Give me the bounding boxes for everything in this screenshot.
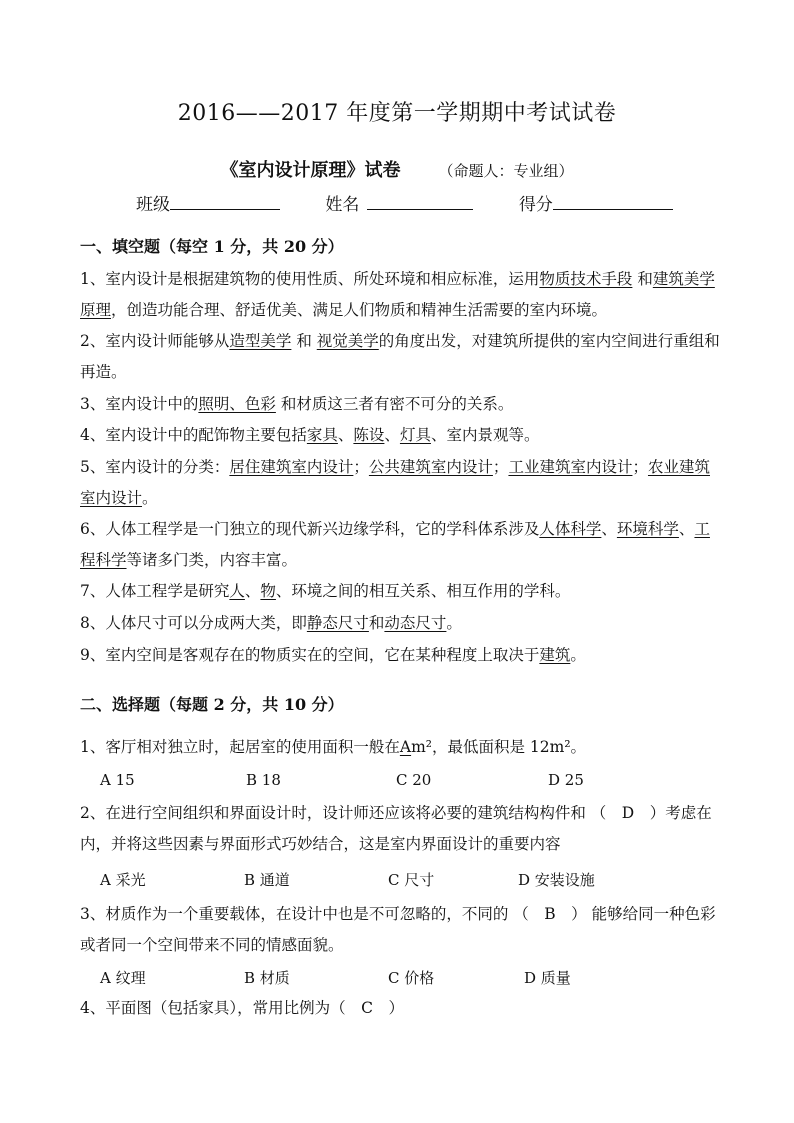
answer-blank: 动态尺寸 <box>384 614 447 632</box>
answer-blank: 建筑美学原理 <box>80 270 715 319</box>
answer-blank: 视觉美学 <box>316 332 379 350</box>
fill-question-5: 5、室内设计的分类：居住建筑室内设计；公共建筑室内设计；工业建筑室内设计；农业建筑室内设计。 <box>80 458 710 507</box>
score-label: 得分 <box>518 195 553 215</box>
option: C 尺寸 <box>388 871 435 889</box>
class-label: 班级 <box>136 195 170 215</box>
score-blank[interactable] <box>553 193 673 210</box>
choice-question-2: 2、在进行空间组织和界面设计时，设计师还应该将必要的建筑结构构件和 （ D ）考虑在内，并将这些因素与界面形式巧妙结合，这是室内界面设计的重要内容 <box>80 804 712 853</box>
option: C 20 <box>396 771 432 789</box>
fill-question-6: 6、人体工程学是一门独立的现代新兴边缘学科，它的学科体系涉及人体科学、环境科学、工程科学等诸多门类，内容丰富。 <box>80 520 710 569</box>
class-field <box>136 190 280 215</box>
exam-subtitle <box>0 156 794 182</box>
answer-blank: 建筑 <box>539 646 571 664</box>
fill-question-1: 1、室内设计是根据建筑物的使用性质、所处环境和相应标准，运用物质技术手段 和建筑美学原理，创造功能合理、舒适优美、满足人们物质和精神生活需要的室内环境。 <box>80 270 715 319</box>
answer-blank: 物 <box>260 582 276 600</box>
option: B 通道 <box>244 871 290 889</box>
option: A 采光 <box>100 871 146 889</box>
fill-question-9: 9、室内空间是客观存在的物质实在的空间，它在某种程度上取决于建筑。 <box>80 646 586 664</box>
option: B 材质 <box>244 969 290 987</box>
answer-blank: 灯具 <box>399 426 431 444</box>
option: A 15 <box>100 771 135 789</box>
option: B 18 <box>246 771 281 789</box>
option: D 质量 <box>524 969 571 987</box>
name-field <box>325 190 473 215</box>
section-fill-in-heading: 一、填空题（每空 1 分，共 20 分） <box>80 237 344 256</box>
answer-blank: 人体科学 <box>539 520 602 538</box>
answer-blank: 照明、色彩 <box>198 395 276 413</box>
question-setter: （命题人：专业组） <box>438 162 574 180</box>
answer-blank: 陈设 <box>353 426 385 444</box>
answer-blank: 人 <box>229 582 245 600</box>
fill-question-3: 3、室内设计中的照明、色彩 和材质这三者有密不可分的关系。 <box>80 395 514 413</box>
answer-blank: 工程科学 <box>80 520 710 569</box>
answer-blank: 环境科学 <box>616 520 679 538</box>
fill-question-7: 7、人体工程学是研究人、物、环境之间的相互关系、相互作用的学科。 <box>80 582 571 600</box>
answer-blank: 公共建筑室内设计 <box>368 458 493 476</box>
option: D 安装设施 <box>518 871 595 889</box>
answer-blank: 居住建筑室内设计 <box>229 458 354 476</box>
name-blank[interactable] <box>367 193 473 210</box>
option: C 价格 <box>388 969 435 987</box>
answer-blank: A <box>399 738 412 756</box>
name-label: 姓名 <box>325 195 360 215</box>
fill-question-8: 8、人体尺寸可以分成两大类，即静态尺寸和动态尺寸。 <box>80 614 462 632</box>
answer-blank: 工业建筑室内设计 <box>508 458 633 476</box>
answer-blank: 静态尺寸 <box>306 614 369 632</box>
exam-title: 2016——2017 年度第一学期期中考试试卷 <box>177 101 617 126</box>
choice-question-1: 1、客厅相对独立时，起居室的使用面积一般在Am²，最低面积是 12m²。 <box>80 738 587 756</box>
answer-blank: 家具 <box>306 426 338 444</box>
choice-question-4: 4、平面图（包括家具），常用比例为（ C ） <box>80 999 404 1017</box>
score-field <box>519 190 673 215</box>
answer-blank: 物质技术手段 <box>539 270 633 288</box>
class-blank[interactable] <box>170 193 280 210</box>
answer-blank: 造型美学 <box>229 332 292 350</box>
student-info-row <box>136 190 713 215</box>
fill-question-4: 4、室内设计中的配饰物主要包括家具、陈设、灯具、室内景观等。 <box>80 426 540 444</box>
fill-question-2: 2、室内设计师能够从造型美学 和 视觉美学的角度出发，对建筑所提供的室内空间进行重组和再造。 <box>80 332 720 381</box>
option: A 纹理 <box>100 969 146 987</box>
course-name: 《室内设计原理》试卷 <box>220 160 401 181</box>
option: D 25 <box>548 771 584 789</box>
section-choice-heading: 二、选择题（每题 2 分，共 10 分） <box>80 695 344 714</box>
choice-question-3: 3、材质作为一个重要载体，在设计中也是不可忽略的，不同的 （ B ） 能够给同一种色彩或者同一个空间带来不同的情感面貌。 <box>80 905 716 954</box>
answer-blank: 农业建筑室内设计 <box>80 458 710 507</box>
